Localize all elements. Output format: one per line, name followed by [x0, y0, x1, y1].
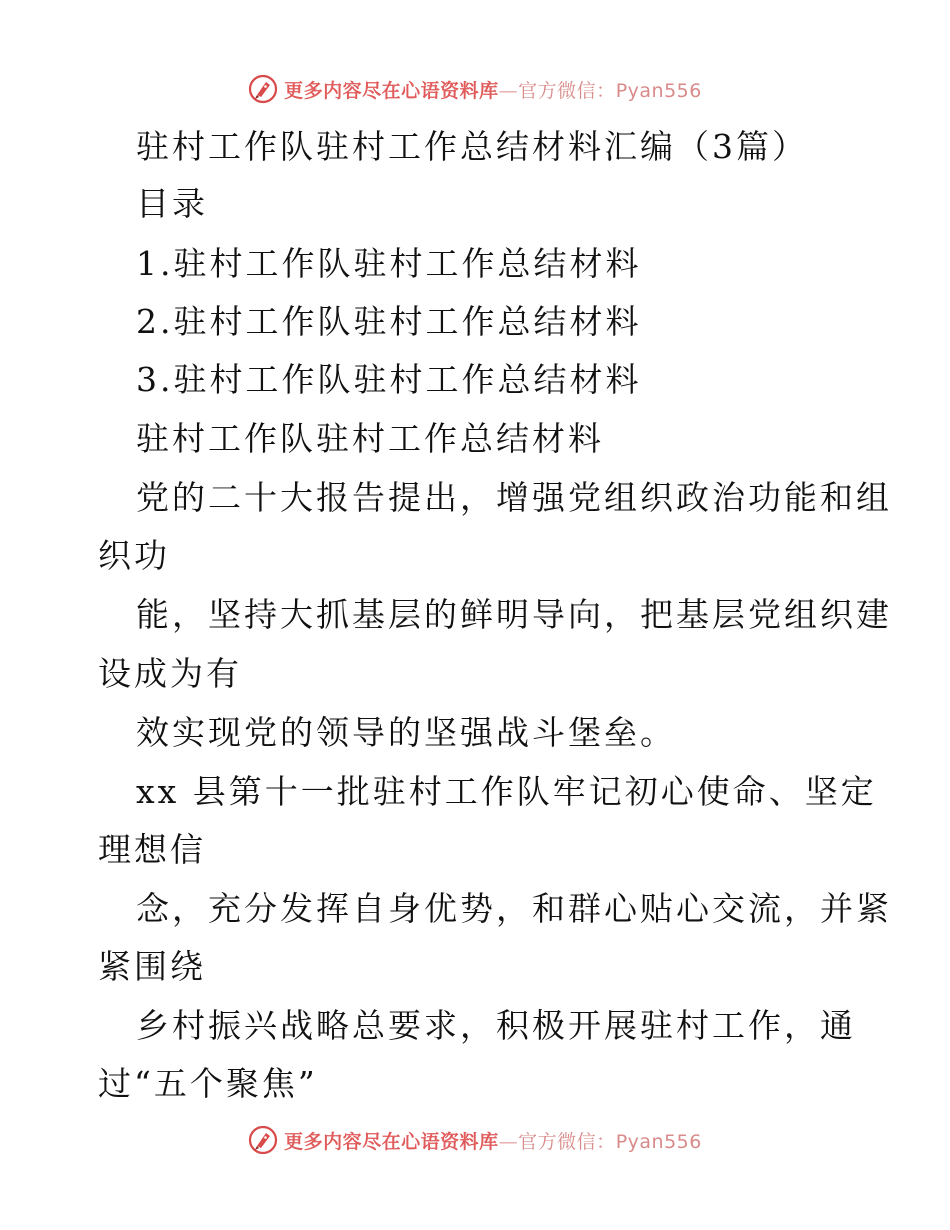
watermark-text	[284, 1127, 702, 1154]
toc-item: 3.驻村工作队驻村工作总结材料	[136, 360, 642, 399]
body-line: xx 县第十一批驻村工作队牢记初心使命、坚定	[136, 772, 877, 811]
toc-heading: 目录	[136, 184, 208, 223]
body-line: 党的二十大报告提出，增强党组织政治功能和组	[136, 478, 892, 517]
watermark-wechat: 官方微信：	[518, 1130, 616, 1153]
watermark-account: Pyan556	[615, 79, 702, 102]
body-line: 能，坚持大抓基层的鲜明导向，把基层党组织建	[136, 595, 892, 634]
body-line: 效实现党的领导的坚强战斗堡垒。	[136, 713, 676, 752]
body-line: 理想信	[98, 830, 206, 869]
watermark-label: 更多内容尽在心语资料库	[284, 79, 499, 102]
body-line: 紧围绕	[98, 947, 206, 986]
body-line: 乡村振兴战略总要求，积极开展驻村工作，通	[136, 1006, 856, 1045]
watermark-account: Pyan556	[615, 1130, 702, 1153]
body-line: 念，充分发挥自身优势，和群心贴心交流，并紧	[136, 889, 892, 928]
toc-item: 1.驻村工作队驻村工作总结材料	[136, 244, 642, 283]
toc-item: 2.驻村工作队驻村工作总结材料	[136, 302, 642, 341]
header-watermark	[0, 72, 950, 106]
watermark-label: 更多内容尽在心语资料库	[284, 1130, 499, 1153]
pen-nib-logo-icon	[248, 74, 278, 104]
body-line: 过“五个聚焦”	[98, 1064, 318, 1103]
watermark-wechat: 官方微信：	[518, 79, 616, 102]
watermark-separator: —	[498, 1130, 519, 1153]
footer-watermark	[0, 1123, 950, 1157]
document-title: 驻村工作队驻村工作总结材料汇编（3篇）	[136, 127, 808, 166]
pen-nib-logo-icon	[248, 1125, 278, 1155]
watermark-text	[284, 76, 702, 103]
section-title: 驻村工作队驻村工作总结材料	[136, 419, 604, 458]
watermark-separator: —	[498, 79, 519, 102]
body-line: 设成为有	[98, 654, 242, 693]
body-line: 织功	[98, 536, 170, 575]
